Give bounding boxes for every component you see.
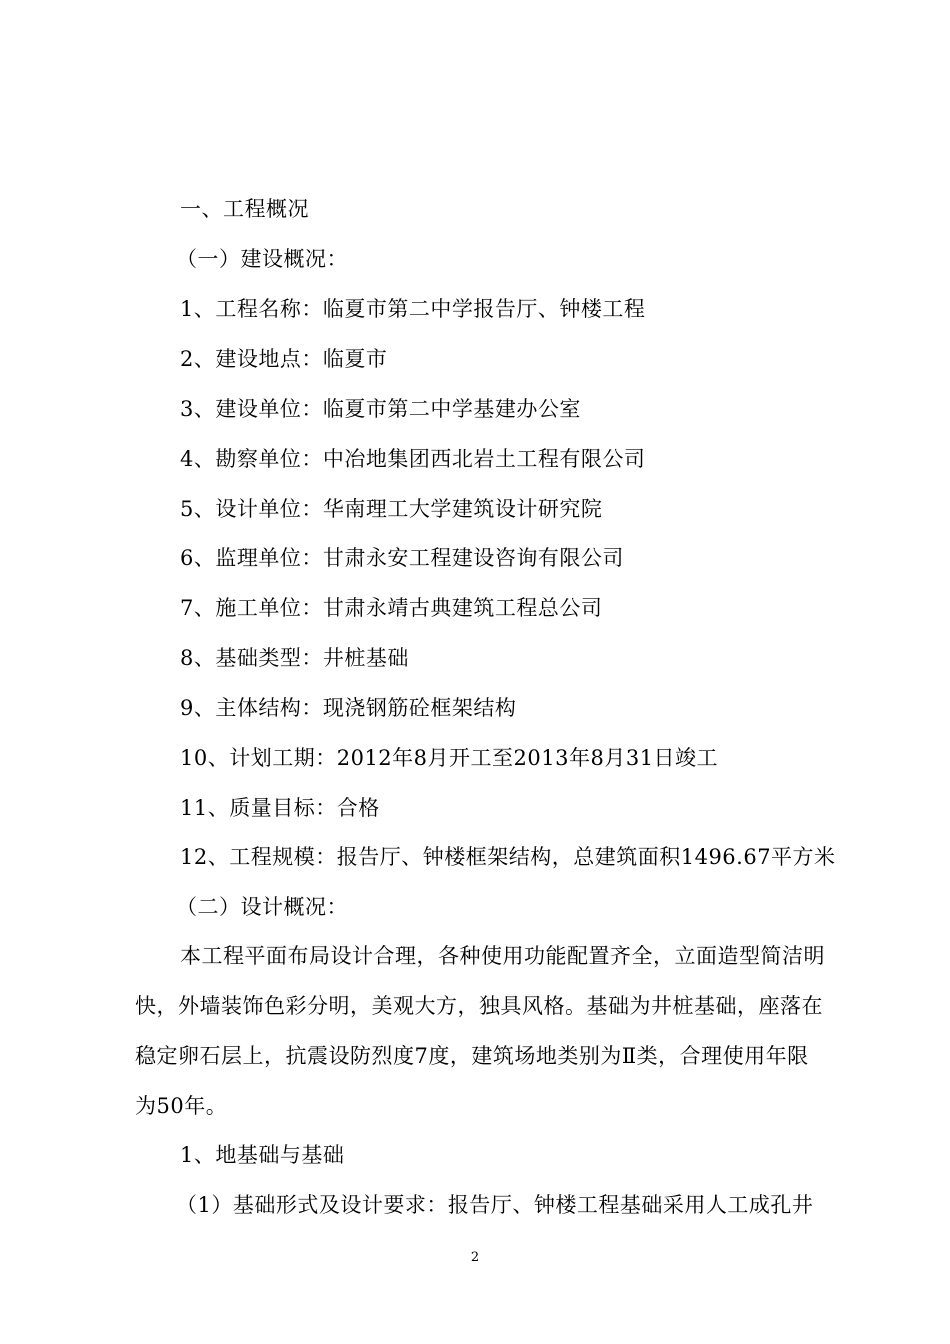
list-item: 6、监理单位：甘肃永安工程建设咨询有限公司: [180, 546, 624, 570]
foundation-line: （1）基础形式及设计要求：报告厅、钟楼工程基础采用人工成孔井: [176, 1193, 814, 1217]
paragraph-line: 为50年。: [135, 1094, 228, 1118]
list-item: 2、建设地点：临夏市: [180, 347, 388, 371]
list-item: 5、设计单位：华南理工大学建筑设计研究院: [180, 497, 603, 521]
section-heading: 一、工程概况: [180, 197, 309, 221]
list-item: 3、建设单位：临夏市第二中学基建办公室: [180, 397, 581, 421]
list-item: 9、主体结构：现浇钢筋砼框架结构: [180, 696, 517, 720]
list-item: 1、工程名称：临夏市第二中学报告厅、钟楼工程: [180, 297, 646, 321]
paragraph-line: 稳定卵石层上，抗震设防烈度7度，建筑场地类别为Ⅱ类，合理使用年限: [135, 1044, 809, 1068]
subheading-foundation: 1、地基础与基础: [180, 1143, 345, 1167]
subsection-heading-construction: （一）建设概况：: [176, 247, 348, 271]
list-item: 11、质量目标：合格: [180, 796, 380, 820]
design-paragraph: [135, 931, 848, 1131]
paragraph-line: 本工程平面布局设计合理，各种使用功能配置齐全，立面造型简洁明: [180, 944, 825, 968]
list-item: 10、计划工期：2012年8月开工至2013年8月31日竣工: [180, 746, 719, 770]
subsection-heading-design: （二）设计概况：: [176, 895, 348, 919]
page-number: 2: [470, 1250, 480, 1265]
list-item: 12、工程规模：报告厅、钟楼框架结构，总建筑面积1496.67平方米: [180, 845, 836, 869]
list-item: 8、基础类型：井桩基础: [180, 646, 409, 670]
list-item: 7、施工单位：甘肃永靖古典建筑工程总公司: [180, 596, 603, 620]
list-item: 4、勘察单位：中冶地集团西北岩土工程有限公司: [180, 447, 646, 471]
paragraph-line: 快，外墙装饰色彩分明，美观大方，独具风格。基础为井桩基础，座落在: [135, 994, 823, 1018]
